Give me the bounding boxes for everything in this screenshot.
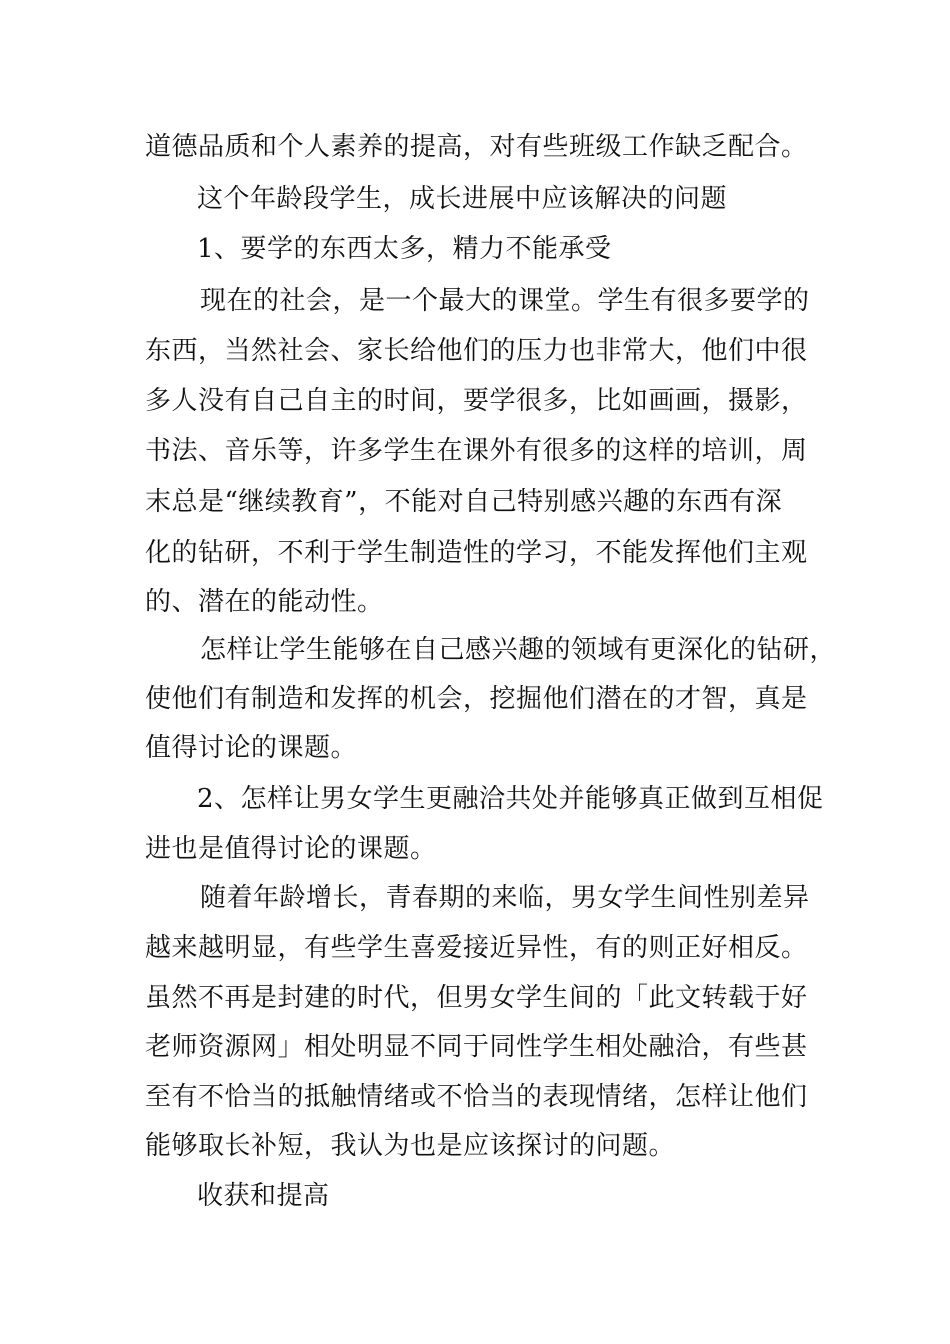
text-line: 的、潜在的能动性。 <box>145 587 384 617</box>
text-line: 末总是“继续教育”，不能对自己特别感兴趣的东西有深 <box>145 487 783 517</box>
text-line: 进也是值得讨论的课题。 <box>145 834 437 864</box>
text-line: 虽然不再是封建的时代，但男女学生间的「此文转载于好 <box>145 983 808 1013</box>
text-line: 现在的社会，是一个最大的课堂。学生有很多要学的 <box>200 286 810 316</box>
text-line: 至有不恰当的抵触情绪或不恰当的表现情绪，怎样让他们 <box>145 1082 808 1112</box>
text-line: 能够取长补短，我认为也是应该探讨的问题。 <box>145 1131 676 1161</box>
text-line: 化的钻研，不利于学生制造性的学习，不能发挥他们主观 <box>145 538 808 568</box>
text-line: 道德品质和个人素养的提高，对有些班级工作缺乏配合。 <box>145 132 808 162</box>
text-line: 多人没有自己自主的时间，要学很多，比如画画，摄影， <box>145 386 808 416</box>
text-line: 书法、音乐等，许多学生在课外有很多的这样的培训，周 <box>145 436 808 466</box>
text-line: 值得讨论的课题。 <box>145 733 358 763</box>
text-line: 老师资源网」相处明显不同于同性学生相处融洽，有些甚 <box>145 1032 808 1062</box>
text-line: 怎样让学生能够在自己感兴趣的领域有更深化的钻研， <box>200 635 837 665</box>
text-line: 2、怎样让男女学生更融洽共处并能够真正做到互相促 <box>197 784 824 814</box>
section-heading: 收获和提高 <box>197 1181 330 1211</box>
text-line: 使他们有制造和发挥的机会，挖掘他们潜在的才智，真是 <box>145 684 808 714</box>
text-line: 东西，当然社会、家长给他们的压力也非常大，他们中很 <box>145 336 808 366</box>
text-line: 越来越明显，有些学生喜爱接近异性，有的则正好相反。 <box>145 933 808 963</box>
text-line: 随着年龄增长，青春期的来临，男女学生间性别差异 <box>200 883 810 913</box>
text-line: 1、要学的东西太多，精力不能承受 <box>197 234 612 264</box>
text-line: 这个年龄段学生，成长进展中应该解决的问题 <box>197 184 728 214</box>
